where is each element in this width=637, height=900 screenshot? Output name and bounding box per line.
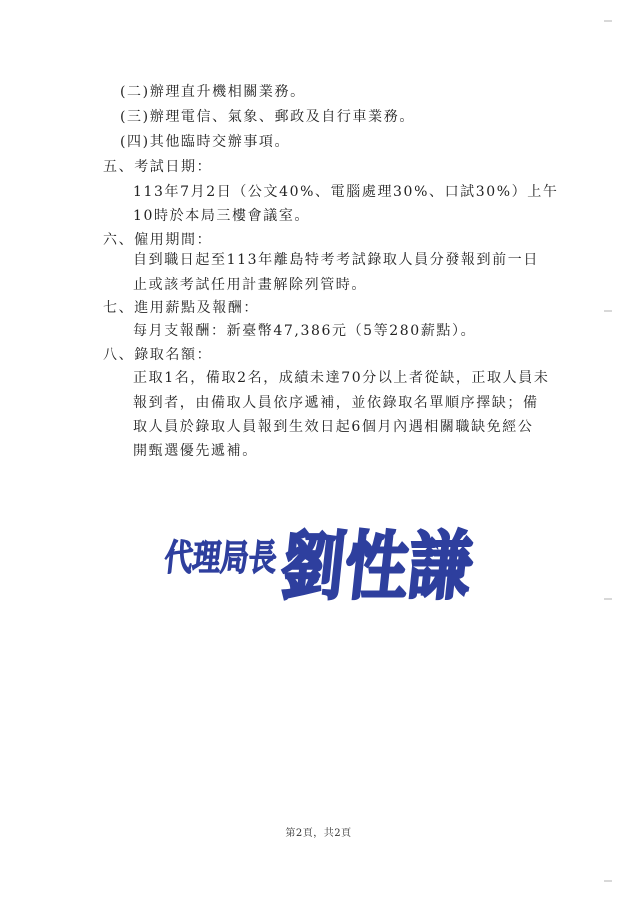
section-quota-line: 報到者，由備取人員依序遞補，並依錄取名單順序擇缺；備: [133, 395, 539, 411]
section-exam-date-line: 113年7月2日（公文40%、電腦處理30%、口試30%）上午: [133, 184, 559, 200]
section-exam-date-heading: 五、考試日期：: [103, 159, 213, 175]
item-three: (三)辦理電信、氣象、郵政及自行車業務。: [120, 109, 415, 125]
section-quota-line: 取人員於錄取人員報到生效日起6個月內遇相關職缺免經公: [133, 419, 534, 435]
section-quota-heading: 八、錄取名額：: [103, 347, 213, 363]
section-salary-line: 每月支報酬：新臺幣47,386元（5等280薪點）。: [133, 323, 477, 339]
signature-stamp: [162, 508, 509, 610]
section-exam-date-line: 10時於本局三樓會議室。: [133, 208, 311, 224]
scan-mark: [604, 598, 612, 600]
section-salary-heading: 七、進用薪點及報酬：: [103, 300, 259, 316]
scan-mark: [604, 310, 612, 312]
section-employment-period-heading: 六、僱用期間：: [103, 232, 213, 248]
section-quota-line: 開甄選優先遞補。: [133, 443, 258, 459]
item-two: (二)辦理直升機相關業務。: [120, 84, 306, 100]
svg-text:代理局長: 代理局長: [162, 537, 311, 579]
scan-mark: [604, 20, 612, 22]
item-four: (四)其他臨時交辦事項。: [120, 134, 291, 150]
scan-mark: [604, 880, 612, 882]
section-employment-period-line: 止或該考試任用計畫解除列管時。: [133, 277, 367, 293]
section-employment-period-line: 自到職日起至113年離島特考考試錄取人員分發報到前一日: [133, 252, 539, 268]
svg-text:劉性謙: 劉性謙: [277, 524, 509, 610]
page-number: 第2頁，共2頁: [285, 828, 352, 839]
section-quota-line: 正取1名，備取2名，成績未達70分以上者從缺，正取人員未: [133, 370, 550, 386]
